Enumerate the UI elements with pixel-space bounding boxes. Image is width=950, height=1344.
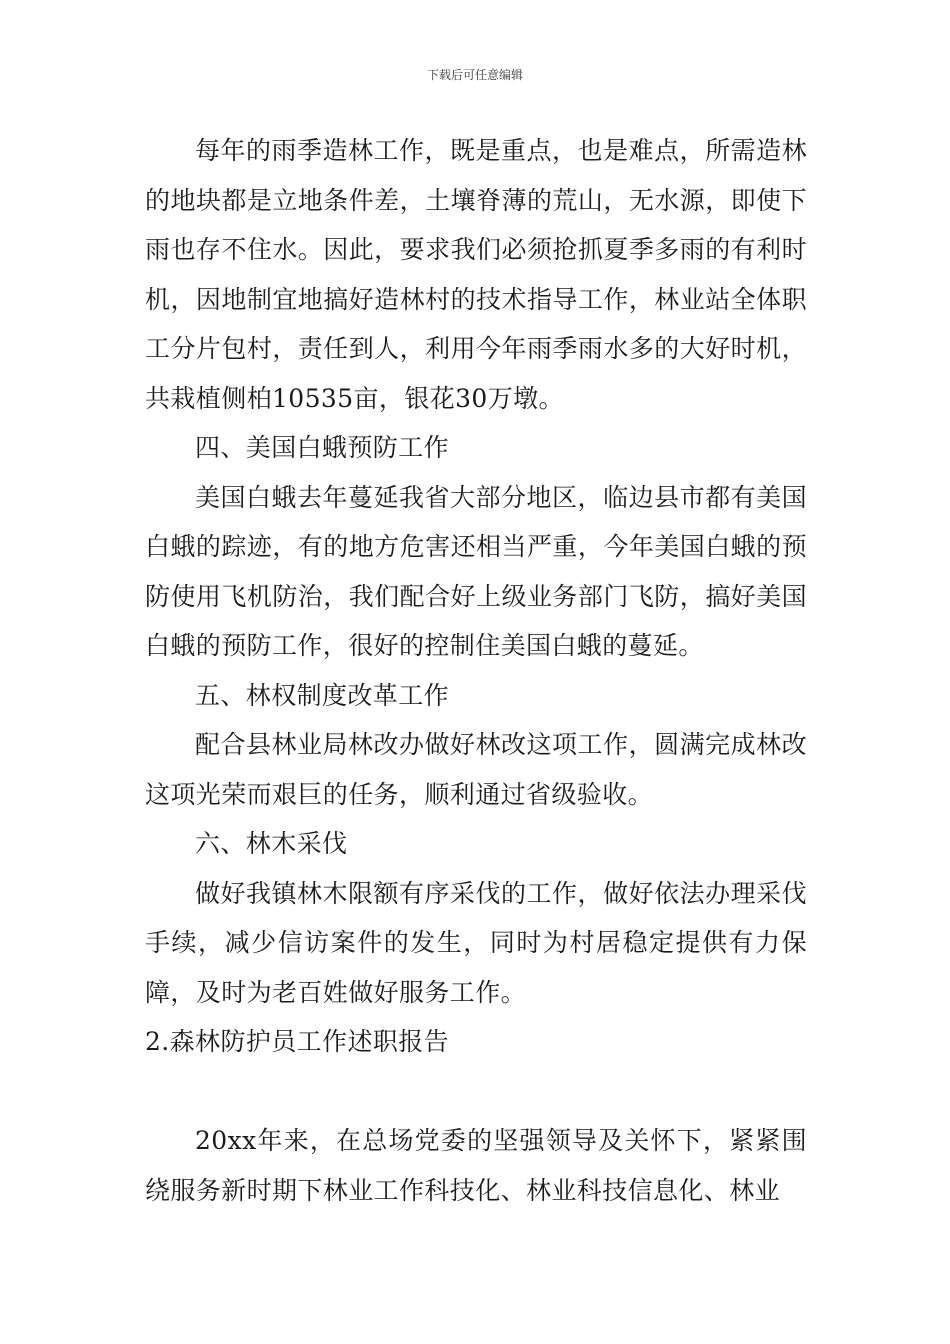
paragraph-logging: 做好我镇林木限额有序采伐的工作，做好依法办理采伐手续，减少信访案件的发生，同时为村居稳定提供有力保障，及时为老百姓做好服务工作。 (145, 878, 807, 1007)
document-body (145, 126, 807, 1215)
paragraph-report-intro: 20xx年来，在总场党委的坚强领导及关怀下，紧紧围绕服务新时期下林业工作科技化、林业科技信息化、林业 (145, 1126, 807, 1205)
paragraph-white-moth: 美国白蛾去年蔓延我省大部分地区，临边县市都有美国白蛾的踪迹，有的地方危害还相当严重，今年美国白蛾的预防使用飞机防治，我们配合好上级业务部门飞防，搞好美国白蛾的预防工作，很好的控制住美国白蛾的蔓延。 (145, 482, 807, 660)
blank-line (145, 1067, 807, 1117)
heading-section-5: 五、林权制度改革工作 (195, 680, 450, 710)
paragraph-rainy-season-afforestation: 每年的雨季造林工作，既是重点，也是难点，所需造林的地块都是立地条件差，土壤脊薄的荒山，无水源，即使下雨也存不住水。因此，要求我们必须抢抓夏季多雨的有利时机，因地制宜地搞好造林村的技术指导工作，林业站全体职工分片包村，责任到人，利用今年雨季雨水多的大好时机，共栽植侧柏10535亩，银花30万墩。 (145, 136, 807, 413)
section-2-title: 2.森林防护员工作述职报告 (145, 1027, 450, 1056)
heading-section-6: 六、林木采伐 (195, 829, 348, 858)
page-header-note: 下载后可任意编辑 (426, 68, 523, 82)
paragraph-forest-rights-reform: 配合县林业局林改办做好林改这项工作，圆满完成林改这项光荣而艰巨的任务，顺利通过省级验收。 (145, 730, 807, 809)
heading-section-4: 四、美国白蛾预防工作 (195, 433, 450, 462)
